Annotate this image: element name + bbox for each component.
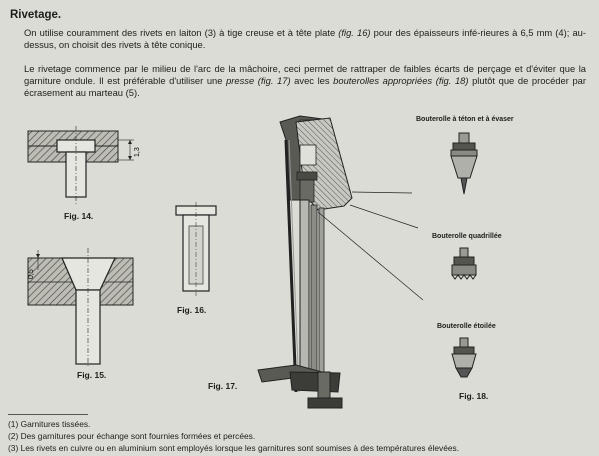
section-title: Rivetage. bbox=[10, 9, 62, 21]
text-run: Le rivetage commence par le milieu de l'arc de la mâchoire, ceci permet de rattraper de faibles écarts de perçage et d'éviter que la garniture ondule. Il est préférable d'utiliser une bbox=[24, 63, 586, 87]
footnote-separator bbox=[8, 414, 88, 415]
bouterolle-teton-label: Bouterolle à téton et à évaser bbox=[416, 116, 514, 123]
text-run: (fig. 16) bbox=[338, 27, 371, 38]
footnote-3: (3) Les rivets en cuivre ou en aluminium sont employés lorsque les garnitures sont soumises à des températures élevées. bbox=[8, 443, 460, 453]
text-run: bouterolles appropriées (fig. 18) bbox=[333, 75, 469, 87]
bouterolle-quadrillee-label: Bouterolle quadrillée bbox=[432, 233, 502, 240]
bouterolle-teton-drawing bbox=[451, 133, 477, 194]
bouterolle-etoilee-label: Bouterolle étoilée bbox=[437, 323, 496, 330]
bouterolle-etoilee-drawing bbox=[452, 338, 476, 377]
fig17-label: Fig. 17. bbox=[208, 381, 238, 391]
text-run: presse (fig. 17) bbox=[226, 75, 291, 87]
text-run: pour des épaisseurs infé-rieures à 6,5 mm (4); au-dessus, on choisit des rivets à tête conique. bbox=[24, 27, 586, 51]
text-run: avec les bbox=[290, 75, 334, 87]
fig16-drawing bbox=[176, 202, 216, 296]
fig16-label: Fig. 16. bbox=[177, 305, 207, 315]
fig15-drawing bbox=[28, 248, 133, 368]
fig14-dimension: 1,3 bbox=[134, 147, 141, 157]
fig17-press-drawing bbox=[258, 116, 423, 408]
fig15-dimension: 0,5 bbox=[28, 269, 35, 279]
bouterolle-quadrillee-drawing bbox=[452, 248, 476, 279]
text-run: On utilise couramment des rivets en laiton (3) à tige creuse et à tête plate bbox=[24, 27, 339, 38]
fig15-label: Fig. 15. bbox=[77, 370, 107, 380]
text-run: plutôt que de procéder par écrasement au marteau (5). bbox=[24, 75, 587, 99]
fig18-label: Fig. 18. bbox=[459, 391, 489, 401]
fig14-label: Fig. 14. bbox=[64, 211, 94, 221]
footnote-2: (2) Des garnitures pour échange sont fournies formées et percées. bbox=[8, 431, 256, 441]
fig14-drawing bbox=[28, 126, 134, 205]
footnote-1: (1) Garnitures tissées. bbox=[8, 419, 91, 429]
